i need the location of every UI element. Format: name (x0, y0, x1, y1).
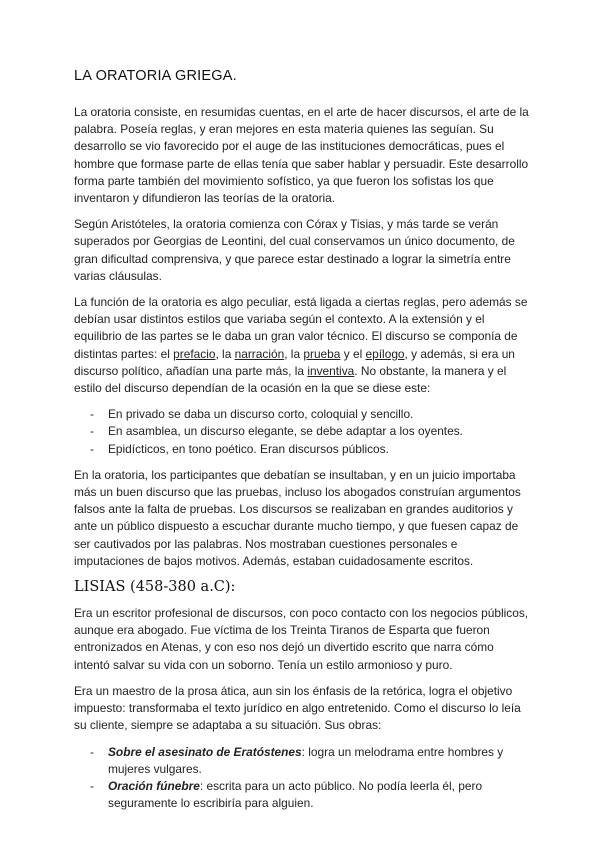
dash-bullet: - (90, 424, 94, 439)
term-epilogo: epílogo (365, 346, 405, 361)
page-title: LA ORATORIA GRIEGA. (74, 68, 237, 84)
work-description: : escrita para un acto público. No podía leerla él, pero seguramente lo escribiría para alguien. (108, 778, 483, 811)
list-item (74, 744, 530, 778)
work-description: : logra un melodrama entre hombres y mujeres vulgares. (108, 744, 504, 776)
list-item (74, 441, 530, 458)
text-run: , y además, si era un discurso político, añadían una parte más, la (74, 346, 515, 378)
work-title: Sobre el asesinato de Eratóstenes (108, 744, 302, 759)
section-heading-lisias: LISIAS (458-380 a.C): (74, 579, 236, 596)
dash-bullet: - (90, 441, 94, 456)
paragraph-debates: En la oratoria, los participantes que debatían se insultaban, y en un juicio importaba más un buen discurso que las pruebas, incluso los abogados construían argumentos falsos ante la falta de pruebas. Los discursos se realizaban en grandes auditorios y ante un público dispuesto a escuchar durante mucho tiempo, y que fuesen capaz de ser cautivados por las palabras. Nos mostraban cuestiones personales e imputaciones de bajos motivos. Además, estaban cuidadosamente escritos. (74, 467, 521, 568)
text-run: y el (340, 346, 366, 361)
dash-bullet: - (90, 778, 94, 793)
term-inventiva: inventiva (307, 363, 355, 378)
text-run: La función de la oratoria es algo peculiar, está ligada a ciertas reglas, pero además se debían usar distintos estilos que variaba según el contexto. A la extensión y el equilibrio de las partes se le daba un gran valor técnico. El discurso se componía de distintas partes: el (74, 295, 528, 361)
term-narracion: narración (234, 346, 285, 361)
paragraph-lisias-style: Era un maestro de la prosa ática, aun sin los énfasis de la retórica, logra el objetivo impuesto: transformaba el texto jurídico en algo entretenido. Como el discurso lo leía su cliente, siempre se adaptaba a su situación. Sus obras: (74, 683, 521, 733)
dash-bullet: - (90, 407, 94, 422)
list-item (74, 778, 530, 812)
list-item-text: En asamblea, un discurso elegante, se debe adaptar a los oyentes. (108, 424, 463, 439)
paragraph-lisias-bio: Era un escritor profesional de discursos, con poco contacto con los negocios públicos, aunque era abogado. Fue víctima de los Treinta Tiranos de Esparta que fueron entronizados en Atenas, y con eso nos dejó un divertido escrito que narra cómo intentó salvar su vida con un soborno. Tenía un estilo armonioso y puro. (74, 606, 529, 672)
list-item (74, 406, 530, 423)
paragraph-function (74, 294, 530, 397)
list-item-text: Epidícticos, en tono poético. Eran discursos públicos. (108, 441, 389, 456)
term-prefacio: prefacio (173, 346, 216, 361)
work-title: Oración fúnebre (108, 778, 200, 793)
list-item-text: En privado se daba un discurso corto, coloquial y sencillo. (108, 407, 414, 422)
text-run: , la (284, 346, 304, 361)
works-list (74, 744, 530, 813)
styles-list (74, 406, 530, 458)
paragraph-intro: La oratoria consiste, en resumidas cuentas, en el arte de hacer discursos, el arte de la palabra. Poseía reglas, y eran mejores en esta materia quienes las seguían. Su desarrollo se vio favorecido por el auge de las instituciones democráticas, pues el hombre que formase parte de ellas tenía que saber hablar y persuadir. Este desarrollo forma parte también del movimiento sofístico, ya que fueron los sofistas los que inventaron y difundieron las teorías de la oratoria. (74, 105, 529, 206)
term-prueba: prueba (303, 346, 341, 361)
text-run: , la (215, 346, 235, 361)
text-run: . No obstante, la manera y el estilo del discurso dependían de la ocasión en la que se diese este: (74, 363, 507, 396)
list-item (74, 423, 530, 440)
dash-bullet: - (90, 744, 94, 759)
paragraph-aristoteles: Según Aristóteles, la oratoria comienza con Córax y Tisias, y más tarde se verán superados por Georgias de Leontini, del cual conservamos un único documento, de gran dificultad comprensiva, y que parece estar destinado a lograr la simetría entre varias cláusulas. (74, 217, 515, 283)
